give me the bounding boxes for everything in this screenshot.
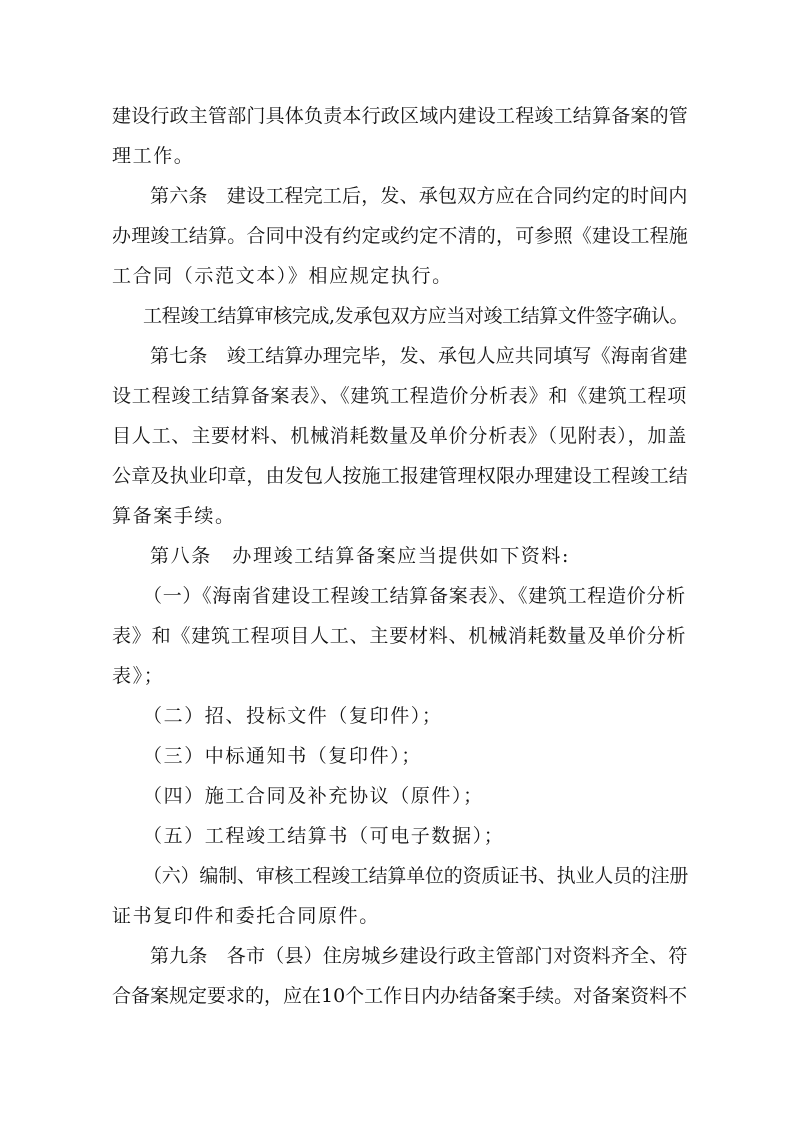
text-line: 目人工、主要材料、机械消耗数量及单价分析表》（见附表），加盖 bbox=[112, 425, 688, 447]
text-line: 办理竣工结算。合同中没有约定或约定不清的，可参照《建设工程施 bbox=[112, 225, 689, 247]
list-item-line: （三）中标通知书（复印件）； bbox=[143, 745, 422, 767]
text-line: 表》； bbox=[112, 665, 165, 687]
list-item-line: （四）施工合同及补充协议（原件）； bbox=[143, 785, 484, 807]
list-item-line: （一）《海南省建设工程竣工结算备案表》、《建筑工程造价分析 bbox=[143, 585, 686, 607]
text-line: 证书复印件和委托合同原件。 bbox=[112, 905, 380, 927]
text-line: 工合同（示范文本）》相应规定执行。 bbox=[112, 265, 453, 287]
text-line: 表》和《建筑工程项目人工、主要材料、机械消耗数量及单价分析 bbox=[112, 625, 687, 647]
text-line: 合备案规定要求的，应在10个工作日内办结备案手续。对备案资料不 bbox=[112, 985, 688, 1007]
text-line: 设工程竣工结算备案表》、《建筑工程造价分析表》和《建筑工程项 bbox=[112, 385, 688, 407]
article-9-heading-line: 第九条 各市（县）住房城乡建设行政主管部门对资料齐全、符 bbox=[150, 945, 688, 967]
text-line: 算备案手续。 bbox=[112, 505, 236, 527]
list-item-line: （二）招、投标文件（复印件）； bbox=[143, 705, 443, 727]
article-6-heading-line: 第六条 建设工程完工后，发、承包双方应在合同约定的时间内 bbox=[150, 185, 688, 207]
text-line: 工程竣工结算审核完成,发承包双方应当对竣工结算文件签字确认。 bbox=[143, 305, 689, 327]
text-line: 理工作。 bbox=[112, 145, 195, 167]
list-item-line: （六）编制、审核工程竣工结算单位的资质证书、执业人员的注册 bbox=[143, 865, 689, 887]
text-line: 建设行政主管部门具体负责本行政区域内建设工程竣工结算备案的管 bbox=[112, 105, 689, 127]
article-7-heading-line: 第七条 竣工结算办理完毕，发、承包人应共同填写《海南省建 bbox=[150, 345, 688, 367]
list-item-line: （五）工程竣工结算书（可电子数据）； bbox=[143, 825, 505, 847]
text-line: 公章及执业印章，由发包人按施工报建管理权限办理建设工程竣工结 bbox=[112, 465, 689, 487]
article-8-heading-line: 第八条 办理竣工结算备案应当提供如下资料: bbox=[150, 545, 571, 567]
